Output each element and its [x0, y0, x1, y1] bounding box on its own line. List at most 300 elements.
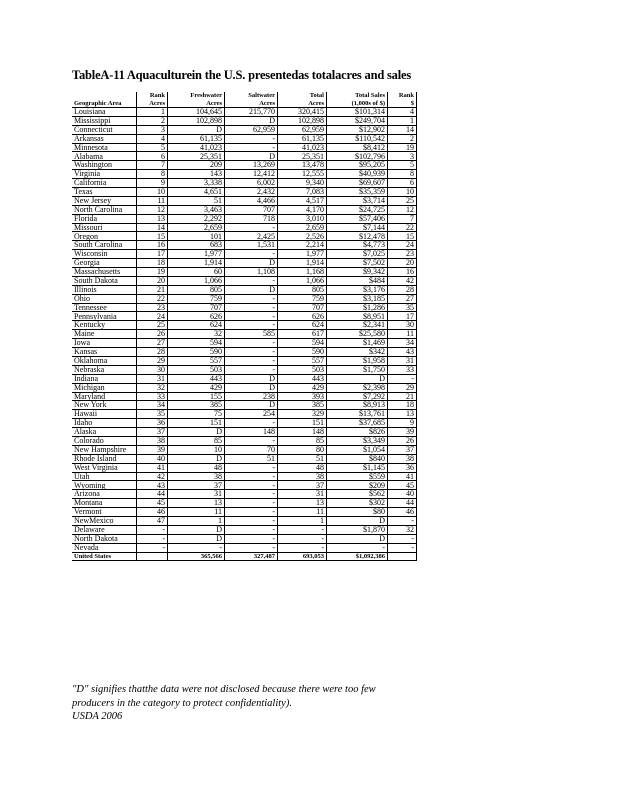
cell-area: Oklahoma — [72, 356, 137, 365]
cell-rank-acres: 3 — [137, 125, 168, 134]
cell-rank-sales: 37 — [388, 445, 417, 454]
cell-rank-acres: 15 — [137, 232, 168, 241]
cell-saltwater: - — [225, 356, 278, 365]
header-rank2-top: Rank — [388, 92, 417, 100]
cell-total-acres: 62,959 — [278, 125, 327, 134]
cell-total-acres: 707 — [278, 303, 327, 312]
cell-rank-sales: 7 — [388, 214, 417, 223]
cell-total-acres: 617 — [278, 330, 327, 339]
footnote-source: USDA 2006 — [72, 711, 123, 722]
cell-saltwater: - — [225, 508, 278, 517]
table-row — [72, 223, 417, 232]
header-row-top — [72, 92, 417, 100]
cell-freshwater: 1,914 — [168, 259, 225, 268]
cell-total-sales: $3,185 — [327, 294, 388, 303]
cell-rank-acres: 13 — [137, 214, 168, 223]
cell-rank-sales: 5 — [388, 161, 417, 170]
cell-area: Ohio — [72, 294, 137, 303]
cell-rank-acres: 14 — [137, 223, 168, 232]
cell-saltwater: 585 — [225, 330, 278, 339]
cell-rank-acres: 42 — [137, 472, 168, 481]
cell-rank-acres: 4 — [137, 134, 168, 143]
cell-freshwater: 32 — [168, 330, 225, 339]
cell-area: Vermont — [72, 508, 137, 517]
cell-total-sales: $8,951 — [327, 312, 388, 321]
cell-rank-acres: 28 — [137, 348, 168, 357]
cell-total-acres: 759 — [278, 294, 327, 303]
cell-freshwater: 683 — [168, 241, 225, 250]
cell-total-sales: D — [327, 516, 388, 525]
cell-total-acres: 102,898 — [278, 116, 327, 125]
cell-rank-sales: 40 — [388, 490, 417, 499]
cell-rank-acres: 33 — [137, 392, 168, 401]
cell-freshwater: 707 — [168, 303, 225, 312]
cell-total-acres: 7,083 — [278, 188, 327, 197]
cell-area: South Carolina — [72, 241, 137, 250]
cell-rank-acres: 20 — [137, 276, 168, 285]
cell-area: North Dakota — [72, 534, 137, 543]
cell-freshwater: 13 — [168, 499, 225, 508]
table-row — [72, 143, 417, 152]
cell-saltwater: 718 — [225, 214, 278, 223]
cell-total-acres: 626 — [278, 312, 327, 321]
cell-area: Texas — [72, 188, 137, 197]
cell-rank-acres: 17 — [137, 250, 168, 259]
cell-freshwater: 51 — [168, 196, 225, 205]
cell-freshwater: 25,351 — [168, 152, 225, 161]
cell-area: Virginia — [72, 170, 137, 179]
cell-saltwater: D — [225, 374, 278, 383]
cell-freshwater: 10 — [168, 445, 225, 454]
cell-saltwater: - — [225, 481, 278, 490]
cell-saltwater: 707 — [225, 205, 278, 214]
cell-rank-acres: 19 — [137, 268, 168, 277]
cell-freshwater: 31 — [168, 490, 225, 499]
cell-total-sales: $12,478 — [327, 232, 388, 241]
header-total-sales: (1,000s of $) — [327, 100, 388, 108]
cell-rank-sales: 1 — [388, 116, 417, 125]
cell-area: Missouri — [72, 223, 137, 232]
cell-freshwater: 104,645 — [168, 108, 225, 117]
cell-total-acres: 12,555 — [278, 170, 327, 179]
cell-freshwater: 429 — [168, 383, 225, 392]
cell-saltwater: - — [225, 294, 278, 303]
cell-rank-sales: 3 — [388, 152, 417, 161]
cell-total-sales: $40,939 — [327, 170, 388, 179]
header-total-top: Total — [278, 92, 327, 100]
cell-area: New Jersey — [72, 196, 137, 205]
cell-total-acres: 31 — [278, 490, 327, 499]
cell-total-acres: - — [278, 534, 327, 543]
cell-rank-acres: 18 — [137, 259, 168, 268]
cell-freshwater: - — [168, 543, 225, 552]
table-row — [72, 356, 417, 365]
cell-total-sales: $37,685 — [327, 419, 388, 428]
cell-rank-sales: 45 — [388, 481, 417, 490]
cell-rank-sales: 15 — [388, 232, 417, 241]
cell-total-sales: $1,092,386 — [327, 552, 388, 561]
cell-saltwater: - — [225, 463, 278, 472]
cell-freshwater: 37 — [168, 481, 225, 490]
cell-total-acres: 393 — [278, 392, 327, 401]
cell-saltwater: 254 — [225, 410, 278, 419]
cell-saltwater: 70 — [225, 445, 278, 454]
cell-rank-sales: 10 — [388, 188, 417, 197]
cell-rank-sales — [388, 552, 417, 561]
cell-freshwater: 3,338 — [168, 179, 225, 188]
cell-saltwater: - — [225, 143, 278, 152]
cell-total-sales: $826 — [327, 428, 388, 437]
cell-saltwater: 238 — [225, 392, 278, 401]
cell-total-acres: 3,010 — [278, 214, 327, 223]
header-freshwater-acres: Acres — [168, 100, 225, 108]
cell-area: Connecticut — [72, 125, 137, 134]
cell-rank-acres: 32 — [137, 383, 168, 392]
cell-saltwater: D — [225, 285, 278, 294]
cell-rank-acres: 31 — [137, 374, 168, 383]
cell-total-acres: 13 — [278, 499, 327, 508]
cell-area: California — [72, 179, 137, 188]
cell-total-sales: $7,025 — [327, 250, 388, 259]
header-fresh-top: Freshwater — [168, 92, 225, 100]
cell-rank-acres: 21 — [137, 285, 168, 294]
cell-saltwater: 2,425 — [225, 232, 278, 241]
cell-area: Kansas — [72, 348, 137, 357]
cell-freshwater: 143 — [168, 170, 225, 179]
cell-rank-acres: 38 — [137, 436, 168, 445]
cell-saltwater: - — [225, 223, 278, 232]
table-row — [72, 490, 417, 499]
table-row — [72, 383, 417, 392]
cell-saltwater: D — [225, 259, 278, 268]
table-row — [72, 276, 417, 285]
cell-total-acres: 148 — [278, 428, 327, 437]
cell-saltwater: - — [225, 312, 278, 321]
cell-total-sales: $102,796 — [327, 152, 388, 161]
cell-saltwater: 1,531 — [225, 241, 278, 250]
cell-total-acres: 80 — [278, 445, 327, 454]
cell-rank-sales: 11 — [388, 330, 417, 339]
cell-rank-sales: 9 — [388, 419, 417, 428]
cell-rank-acres: 8 — [137, 170, 168, 179]
aquaculture-table — [72, 92, 417, 561]
footnote-line-1: "D" signifies thatthe data were not disclosed because there were too few — [72, 684, 376, 695]
cell-freshwater: 443 — [168, 374, 225, 383]
cell-total-acres: 594 — [278, 339, 327, 348]
cell-freshwater: 2,292 — [168, 214, 225, 223]
cell-total-acres: 1,066 — [278, 276, 327, 285]
cell-area: North Carolina — [72, 205, 137, 214]
cell-saltwater: D — [225, 152, 278, 161]
cell-total-sales: $24,725 — [327, 205, 388, 214]
table-body — [72, 108, 417, 561]
cell-area: Georgia — [72, 259, 137, 268]
cell-total-acres: 48 — [278, 463, 327, 472]
cell-total-sales: $1,286 — [327, 303, 388, 312]
cell-saltwater: D — [225, 401, 278, 410]
cell-total-acres: 9,340 — [278, 179, 327, 188]
cell-rank-acres — [137, 552, 168, 561]
cell-saltwater: - — [225, 499, 278, 508]
cell-total-sales: $95,205 — [327, 161, 388, 170]
cell-rank-acres: 40 — [137, 454, 168, 463]
cell-area: Louisiana — [72, 108, 137, 117]
cell-area: New York — [72, 401, 137, 410]
cell-total-acres: 320,415 — [278, 108, 327, 117]
cell-total-sales: $57,406 — [327, 214, 388, 223]
cell-total-sales: $1,750 — [327, 365, 388, 374]
cell-area: Wisconsin — [72, 250, 137, 259]
cell-freshwater: 4,651 — [168, 188, 225, 197]
cell-total-acres: 693,053 — [278, 552, 327, 561]
cell-area: Nevada — [72, 543, 137, 552]
cell-total-sales: $4,773 — [327, 241, 388, 250]
header-sales-top: Total Sales — [327, 92, 388, 100]
cell-rank-sales: 32 — [388, 525, 417, 534]
cell-freshwater: 2,659 — [168, 223, 225, 232]
cell-total-acres: 2,526 — [278, 232, 327, 241]
cell-total-acres: 805 — [278, 285, 327, 294]
cell-rank-acres: 39 — [137, 445, 168, 454]
cell-total-sales: $7,292 — [327, 392, 388, 401]
cell-rank-sales: 34 — [388, 339, 417, 348]
cell-rank-acres: 45 — [137, 499, 168, 508]
cell-total-sales: $1,054 — [327, 445, 388, 454]
cell-total-sales: D — [327, 374, 388, 383]
cell-total-acres: 1,168 — [278, 268, 327, 277]
cell-total-sales: $101,314 — [327, 108, 388, 117]
cell-freshwater: 41,023 — [168, 143, 225, 152]
cell-area: Washington — [72, 161, 137, 170]
cell-total-sales: $2,398 — [327, 383, 388, 392]
cell-saltwater: - — [225, 365, 278, 374]
cell-rank-acres: 29 — [137, 356, 168, 365]
cell-area: Colorado — [72, 436, 137, 445]
cell-area: West Virginia — [72, 463, 137, 472]
cell-rank-sales: 21 — [388, 392, 417, 401]
cell-rank-sales: 24 — [388, 241, 417, 250]
header-area-top — [72, 92, 137, 100]
table-row — [72, 454, 417, 463]
cell-rank-sales: 30 — [388, 321, 417, 330]
cell-freshwater: 557 — [168, 356, 225, 365]
cell-rank-acres: 44 — [137, 490, 168, 499]
cell-total-acres: 590 — [278, 348, 327, 357]
cell-total-acres: 4,170 — [278, 205, 327, 214]
cell-saltwater: - — [225, 543, 278, 552]
cell-rank-sales: 13 — [388, 410, 417, 419]
cell-rank-sales: 20 — [388, 259, 417, 268]
cell-total-sales: $9,342 — [327, 268, 388, 277]
table-row — [72, 419, 417, 428]
cell-saltwater: - — [225, 419, 278, 428]
cell-rank-sales: - — [388, 516, 417, 525]
cell-freshwater: 151 — [168, 419, 225, 428]
cell-area: Utah — [72, 472, 137, 481]
cell-area: Mississippi — [72, 116, 137, 125]
cell-rank-sales: 44 — [388, 499, 417, 508]
table-row — [72, 374, 417, 383]
cell-total-sales: - — [327, 543, 388, 552]
cell-saltwater: 4,466 — [225, 196, 278, 205]
cell-rank-sales: 25 — [388, 196, 417, 205]
table-row — [72, 285, 417, 294]
cell-rank-acres: 41 — [137, 463, 168, 472]
cell-total-sales: $3,176 — [327, 285, 388, 294]
cell-freshwater: 590 — [168, 348, 225, 357]
cell-total-acres: 329 — [278, 410, 327, 419]
cell-total-acres: 4,517 — [278, 196, 327, 205]
cell-saltwater: 62,959 — [225, 125, 278, 134]
cell-area: South Dakota — [72, 276, 137, 285]
cell-area: Arkansas — [72, 134, 137, 143]
cell-area: Minnesota — [72, 143, 137, 152]
cell-total-sales: $35,359 — [327, 188, 388, 197]
cell-total-acres: 2,659 — [278, 223, 327, 232]
cell-total-acres: 41,023 — [278, 143, 327, 152]
cell-area: Illinois — [72, 285, 137, 294]
table-row — [72, 436, 417, 445]
cell-total-sales: $13,761 — [327, 410, 388, 419]
header-rank-sales: $ — [388, 100, 417, 108]
cell-total-acres: 443 — [278, 374, 327, 383]
cell-total-sales: $12,902 — [327, 125, 388, 134]
cell-freshwater: 3,463 — [168, 205, 225, 214]
cell-rank-acres: 23 — [137, 303, 168, 312]
cell-freshwater: 1,066 — [168, 276, 225, 285]
cell-freshwater: 155 — [168, 392, 225, 401]
cell-rank-sales: 41 — [388, 472, 417, 481]
table-row — [72, 534, 417, 543]
cell-rank-acres: 9 — [137, 179, 168, 188]
table-row — [72, 134, 417, 143]
cell-rank-acres: 5 — [137, 143, 168, 152]
cell-total-acres: 11 — [278, 508, 327, 517]
cell-total-acres: 1,977 — [278, 250, 327, 259]
table-row — [72, 481, 417, 490]
cell-rank-acres: 35 — [137, 410, 168, 419]
cell-total-sales: $484 — [327, 276, 388, 285]
table-title: TableA-11 Aquaculturein the U.S. presentedas totalacres and sales — [72, 68, 412, 82]
cell-total-acres: 13,478 — [278, 161, 327, 170]
cell-rank-sales: 4 — [388, 108, 417, 117]
cell-freshwater: D — [168, 454, 225, 463]
cell-rank-sales: 14 — [388, 125, 417, 134]
cell-total-acres: 85 — [278, 436, 327, 445]
cell-area: Nebraska — [72, 365, 137, 374]
cell-total-sales: $342 — [327, 348, 388, 357]
header-rank-acres: Acres — [137, 100, 168, 108]
cell-freshwater: 626 — [168, 312, 225, 321]
cell-total-sales: $302 — [327, 499, 388, 508]
cell-rank-acres: 25 — [137, 321, 168, 330]
cell-rank-sales: 18 — [388, 401, 417, 410]
cell-total-acres: 429 — [278, 383, 327, 392]
header-rank-top: Rank — [137, 92, 168, 100]
cell-total-acres: 51 — [278, 454, 327, 463]
header-area: Geographic Area — [74, 99, 122, 107]
cell-area: Delaware — [72, 525, 137, 534]
cell-total-sales: $209 — [327, 481, 388, 490]
cell-rank-acres: - — [137, 543, 168, 552]
cell-saltwater: - — [225, 534, 278, 543]
cell-rank-acres: 43 — [137, 481, 168, 490]
cell-saltwater: 327,487 — [225, 552, 278, 561]
table-row — [72, 196, 417, 205]
cell-area: Idaho — [72, 419, 137, 428]
cell-saltwater: - — [225, 348, 278, 357]
cell-saltwater: 12,412 — [225, 170, 278, 179]
table-row — [72, 552, 417, 561]
cell-saltwater: 2,432 — [225, 188, 278, 197]
cell-area: NewMexico — [72, 516, 137, 525]
cell-saltwater: - — [225, 134, 278, 143]
table-row — [72, 499, 417, 508]
cell-rank-acres: 7 — [137, 161, 168, 170]
cell-saltwater: - — [225, 250, 278, 259]
header-salt-top: Saltwater — [225, 92, 278, 100]
cell-rank-acres: 12 — [137, 205, 168, 214]
footnote-line-2: producers in the category to protect confidentiality). — [72, 697, 292, 709]
cell-total-sales: $8,412 — [327, 143, 388, 152]
cell-freshwater: D — [168, 534, 225, 543]
cell-total-acres: 503 — [278, 365, 327, 374]
cell-total-sales: $3,714 — [327, 196, 388, 205]
cell-total-acres: - — [278, 543, 327, 552]
cell-rank-sales: 19 — [388, 143, 417, 152]
cell-area: Maryland — [72, 392, 137, 401]
cell-freshwater: D — [168, 525, 225, 534]
cell-saltwater: - — [225, 436, 278, 445]
cell-rank-acres: - — [137, 534, 168, 543]
cell-total-acres: 151 — [278, 419, 327, 428]
cell-area: Arizona — [72, 490, 137, 499]
cell-rank-sales: 12 — [388, 205, 417, 214]
cell-rank-acres: 34 — [137, 401, 168, 410]
table-row — [72, 445, 417, 454]
cell-rank-acres: - — [137, 525, 168, 534]
cell-rank-sales: 36 — [388, 463, 417, 472]
cell-total-acres: - — [278, 525, 327, 534]
cell-freshwater: 1 — [168, 516, 225, 525]
cell-rank-acres: 6 — [137, 152, 168, 161]
cell-total-sales: $69,607 — [327, 179, 388, 188]
cell-total-sales: $110,542 — [327, 134, 388, 143]
cell-rank-acres: 47 — [137, 516, 168, 525]
table-row — [72, 365, 417, 374]
cell-rank-acres: 16 — [137, 241, 168, 250]
cell-saltwater: 215,770 — [225, 108, 278, 117]
cell-rank-sales: 22 — [388, 223, 417, 232]
cell-rank-sales: 23 — [388, 250, 417, 259]
cell-rank-acres: 26 — [137, 330, 168, 339]
cell-total-sales: $8,913 — [327, 401, 388, 410]
cell-total-acres: 37 — [278, 481, 327, 490]
cell-freshwater: 48 — [168, 463, 225, 472]
cell-area: Indiana — [72, 374, 137, 383]
cell-rank-sales: 39 — [388, 428, 417, 437]
cell-saltwater: - — [225, 339, 278, 348]
table-row — [72, 294, 417, 303]
cell-total-sales: $25,580 — [327, 330, 388, 339]
cell-rank-sales: 17 — [388, 312, 417, 321]
cell-total-acres: 38 — [278, 472, 327, 481]
table-row — [72, 463, 417, 472]
cell-freshwater: 85 — [168, 436, 225, 445]
cell-total-sales: $559 — [327, 472, 388, 481]
cell-area: Rhode Island — [72, 454, 137, 463]
table-row — [72, 303, 417, 312]
